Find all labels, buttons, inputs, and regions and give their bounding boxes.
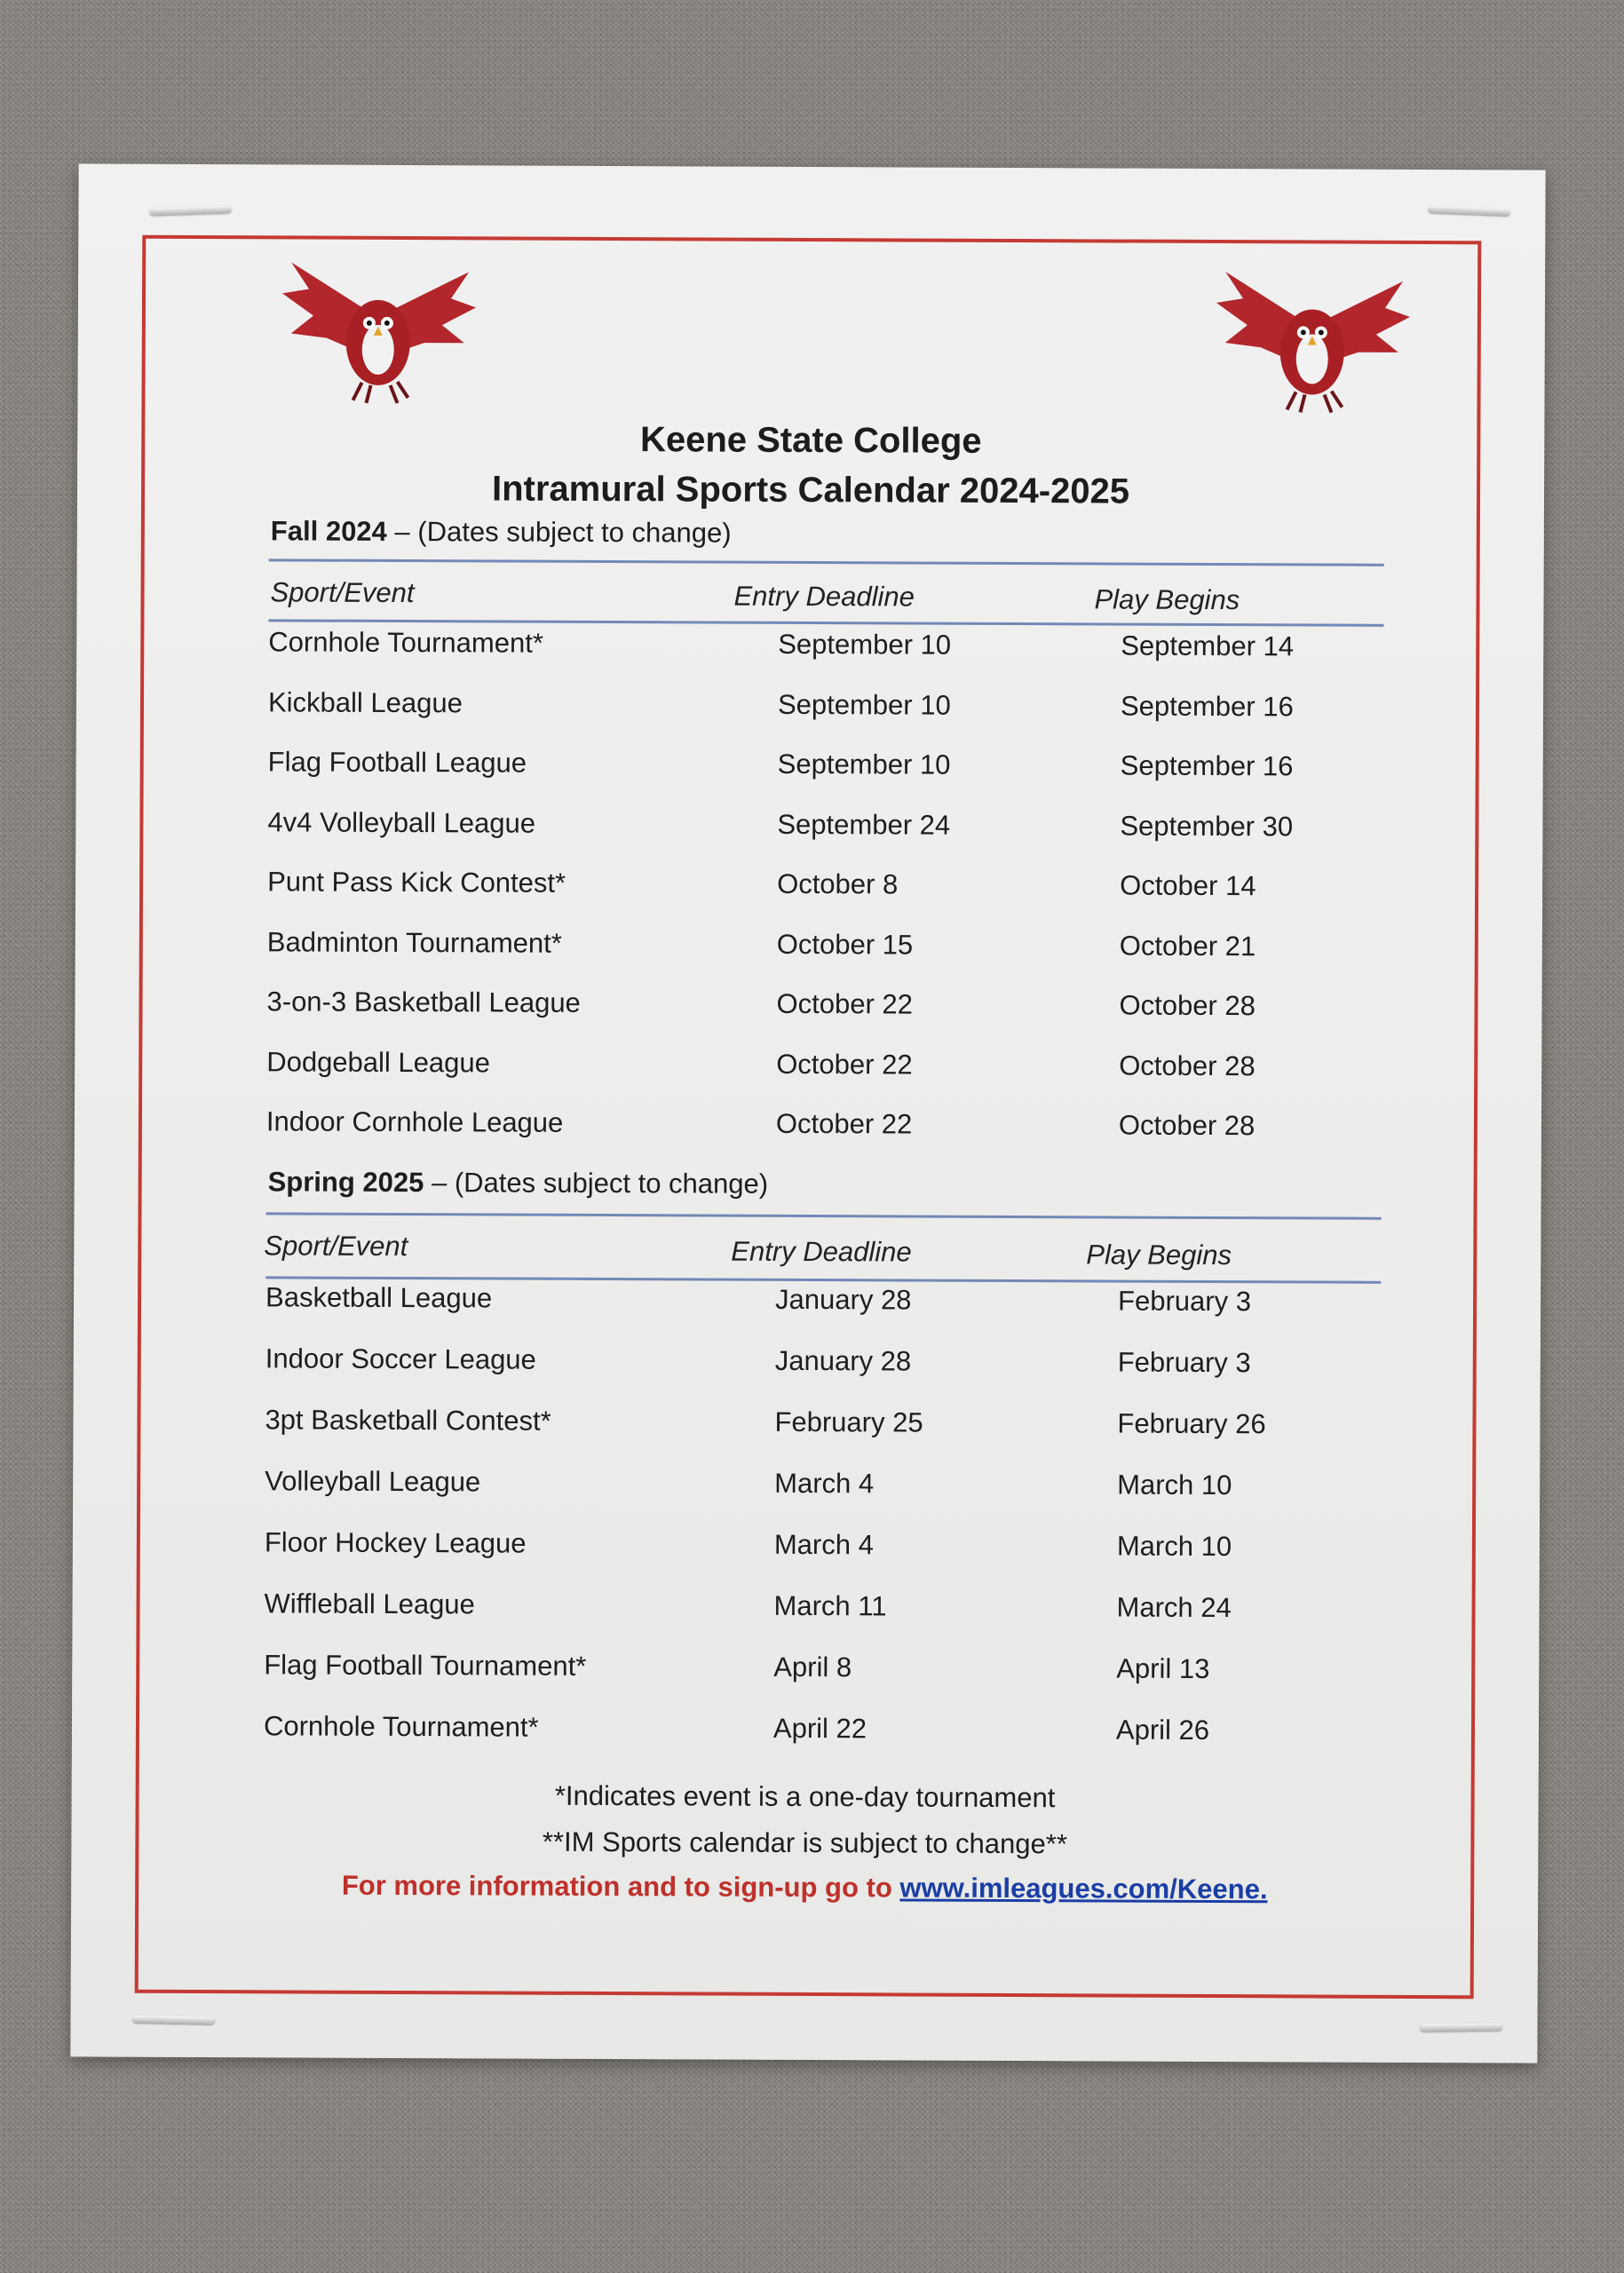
col-header-event: Sport/Event [264, 1230, 408, 1263]
staple [149, 206, 231, 216]
event-name: Cornhole Tournament* [263, 1710, 539, 1743]
event-name: Flag Football Tournament* [264, 1649, 587, 1682]
table-row [76, 685, 1543, 736]
fall-season: Fall 2024 [270, 515, 387, 547]
info-line [71, 1868, 1538, 1906]
play-begins: September 14 [1121, 630, 1295, 662]
entry-deadline: April 22 [772, 1712, 867, 1745]
entry-deadline: October 22 [775, 1107, 913, 1140]
col-header-play: Play Begins [1094, 583, 1240, 616]
table-row [72, 1587, 1539, 1637]
entry-deadline: September 10 [777, 748, 951, 780]
entry-deadline: March 4 [773, 1528, 874, 1561]
play-begins: March 10 [1117, 1469, 1232, 1501]
col-header-event: Sport/Event [270, 576, 415, 609]
table-row [75, 985, 1541, 1035]
play-begins: October 28 [1119, 989, 1256, 1022]
entry-deadline: January 28 [775, 1283, 912, 1316]
play-begins: September 16 [1120, 690, 1294, 722]
poster [70, 163, 1545, 2063]
entry-deadline: March 11 [773, 1589, 887, 1622]
table-row [75, 1045, 1541, 1096]
play-begins: September 30 [1120, 810, 1294, 842]
title-college: Keene State College [639, 420, 982, 461]
table-row [75, 1105, 1541, 1155]
entry-deadline: October 8 [777, 867, 899, 900]
entry-deadline: March 4 [774, 1467, 875, 1500]
event-name: Kickball League [267, 685, 463, 718]
event-name: Indoor Cornhole League [265, 1105, 564, 1138]
footnote-one-day: *Indicates event is a one-day tournament [554, 1779, 1056, 1814]
spring-heading [268, 1166, 769, 1200]
event-name: Volleyball League [265, 1465, 481, 1498]
play-begins: March 10 [1116, 1530, 1232, 1563]
staple [1428, 205, 1509, 216]
play-begins: April 26 [1115, 1714, 1210, 1746]
play-begins: October 14 [1120, 869, 1256, 902]
entry-deadline: October 22 [776, 987, 913, 1020]
table-row [75, 805, 1542, 856]
table-row [73, 1525, 1540, 1576]
title-calendar: Intramural Sports Calendar 2024-2025 [491, 469, 1130, 511]
imleagues-link[interactable]: www.imleagues.com/Keene. [899, 1872, 1268, 1905]
play-begins: February 26 [1117, 1407, 1266, 1440]
table-row [72, 1709, 1539, 1760]
event-name: Floor Hockey League [264, 1526, 527, 1559]
table-row [76, 745, 1543, 796]
play-begins: April 13 [1116, 1652, 1210, 1684]
staple [1420, 2024, 1501, 2031]
event-name: Flag Football League [267, 746, 527, 779]
event-name: 3pt Basketball Contest* [265, 1404, 551, 1437]
play-begins: October 21 [1119, 930, 1256, 962]
play-begins: March 24 [1116, 1591, 1232, 1624]
spring-note: – (Dates subject to change) [431, 1167, 769, 1200]
owl-mascot-icon-left [273, 253, 478, 409]
info-text: For more information and to sign-up go to [341, 1869, 892, 1904]
table-row [75, 925, 1542, 976]
event-name: Cornhole Tournament* [268, 626, 544, 659]
col-header-entry: Entry Deadline [733, 580, 915, 613]
entry-deadline: September 10 [778, 628, 952, 661]
footnote-subject-change: **IM Sports calendar is subject to change** [542, 1826, 1068, 1860]
event-name: Badminton Tournament* [266, 925, 562, 959]
play-begins: February 3 [1117, 1346, 1251, 1379]
owl-mascot-icon-right [1207, 263, 1412, 419]
table-row [74, 1280, 1541, 1331]
poster-title [77, 412, 1544, 518]
play-begins: September 16 [1120, 749, 1294, 782]
fall-heading [271, 515, 732, 549]
entry-deadline: January 28 [774, 1344, 912, 1377]
table-row [72, 1648, 1539, 1699]
play-begins: October 28 [1119, 1049, 1256, 1081]
event-name: Basketball League [265, 1281, 493, 1314]
fall-note: – (Dates subject to change) [394, 515, 732, 549]
event-name: 4v4 Volleyball League [267, 805, 536, 839]
play-begins: October 28 [1118, 1109, 1256, 1142]
col-header-play: Play Begins [1086, 1239, 1232, 1271]
table-row [76, 625, 1543, 676]
event-name: 3-on-3 Basketball League [266, 986, 581, 1018]
table-row [73, 1403, 1540, 1453]
entry-deadline: September 24 [777, 808, 951, 841]
event-name: Punt Pass Kick Contest* [267, 866, 566, 899]
staple [132, 2016, 214, 2024]
col-header-entry: Entry Deadline [731, 1235, 912, 1268]
entry-deadline: February 25 [774, 1406, 923, 1438]
entry-deadline: October 15 [776, 928, 914, 961]
entry-deadline: October 22 [776, 1048, 913, 1081]
play-begins: February 3 [1118, 1285, 1252, 1318]
event-name: Dodgeball League [266, 1045, 490, 1078]
table-row [73, 1464, 1540, 1515]
table-row [74, 1342, 1541, 1392]
event-name: Wiffleball League [264, 1588, 475, 1620]
entry-deadline: September 10 [777, 688, 951, 721]
spring-season: Spring 2025 [267, 1166, 424, 1199]
entry-deadline: April 8 [773, 1651, 852, 1683]
event-name: Indoor Soccer League [265, 1342, 536, 1375]
table-row [75, 865, 1542, 915]
